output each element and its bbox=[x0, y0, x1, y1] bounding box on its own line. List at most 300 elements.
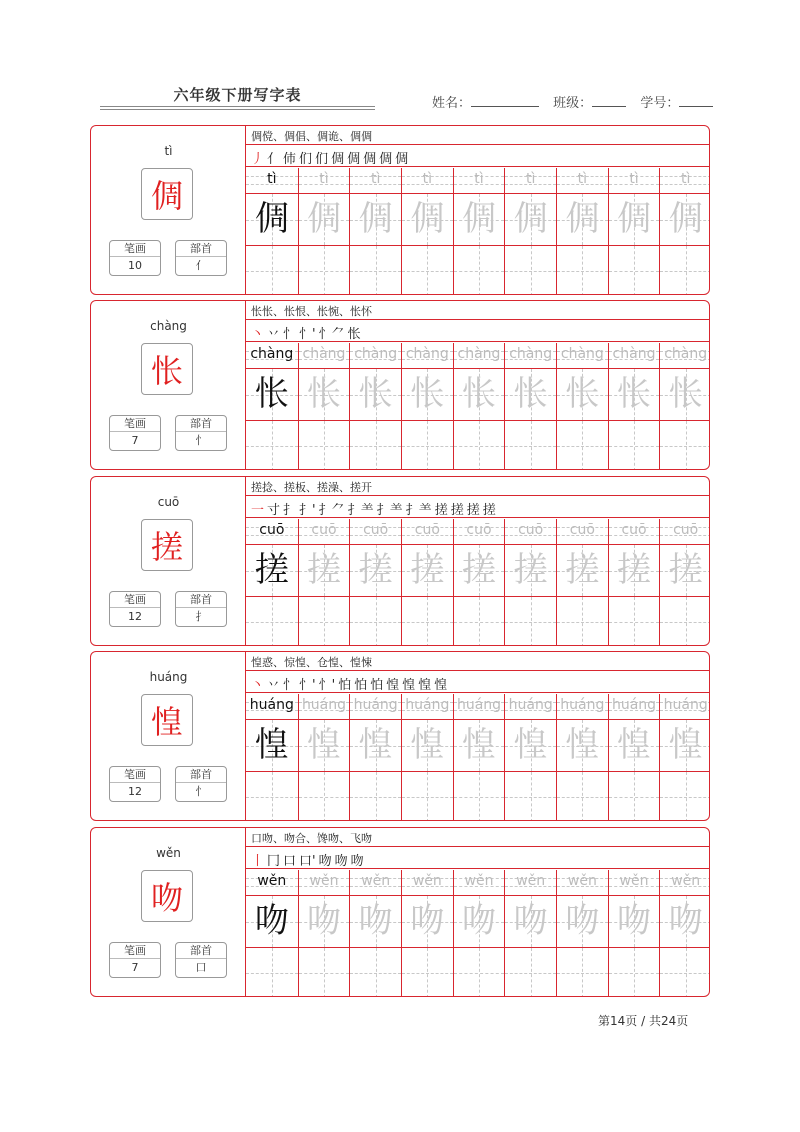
stroke-order-step: 丨 bbox=[251, 854, 265, 869]
stroke-order-step: 搓 bbox=[482, 503, 496, 518]
pinyin-cell[interactable] bbox=[557, 168, 608, 193]
writing-cell[interactable] bbox=[660, 895, 710, 947]
stroke-order-step: 怕 bbox=[338, 678, 352, 693]
character-info-panel bbox=[91, 652, 246, 820]
character-trace: 惶 bbox=[617, 725, 652, 765]
pinyin-cell[interactable] bbox=[350, 694, 401, 719]
stroke-order-step: 丷 bbox=[267, 678, 281, 693]
character-trace: 搓 bbox=[462, 550, 496, 590]
writing-cell[interactable] bbox=[609, 719, 660, 771]
blank-writing-cell[interactable] bbox=[454, 771, 505, 821]
stroke-count-label: 笔画 bbox=[110, 241, 160, 257]
writing-cell[interactable] bbox=[299, 193, 350, 245]
blank-writing-cell[interactable] bbox=[609, 947, 660, 997]
blank-writing-cell[interactable] bbox=[557, 596, 608, 646]
writing-cell[interactable] bbox=[402, 719, 453, 771]
writing-cell[interactable] bbox=[402, 895, 453, 947]
character-info-panel bbox=[91, 301, 246, 469]
radical-box bbox=[175, 591, 227, 627]
blank-writing-cell[interactable] bbox=[454, 245, 505, 295]
pinyin-cell[interactable] bbox=[609, 870, 660, 895]
character-trace: 吻 bbox=[668, 901, 703, 941]
stroke-order-step: 怕 bbox=[370, 678, 384, 693]
title-underline bbox=[100, 106, 375, 107]
writing-cell[interactable] bbox=[505, 895, 556, 947]
worksheet-header bbox=[0, 0, 800, 120]
blank-writing-cell[interactable] bbox=[350, 420, 401, 470]
character-pinyin: wěn bbox=[156, 846, 181, 860]
writing-cell[interactable] bbox=[609, 368, 660, 420]
character-trace: 惶 bbox=[358, 725, 393, 765]
pinyin-cell[interactable] bbox=[557, 519, 608, 544]
character-trace: 惶 bbox=[306, 725, 341, 765]
writing-cell[interactable] bbox=[557, 895, 608, 947]
class-label: 班级： bbox=[553, 96, 593, 111]
stroke-order-sequence bbox=[251, 674, 450, 693]
blank-writing-cell[interactable] bbox=[609, 245, 660, 295]
practice-grid bbox=[246, 870, 710, 997]
name-blank[interactable] bbox=[471, 94, 539, 107]
blank-writing-cell[interactable] bbox=[299, 596, 350, 646]
character-trace: 倜 bbox=[565, 199, 600, 239]
pinyin-trace: chàng bbox=[405, 346, 449, 362]
pinyin-trace: huáng bbox=[560, 697, 605, 713]
blank-writing-cell[interactable] bbox=[454, 596, 505, 646]
pinyin-cell[interactable] bbox=[609, 168, 660, 193]
writing-cell[interactable] bbox=[557, 368, 608, 420]
pinyin-cell[interactable] bbox=[505, 870, 556, 895]
character-trace: 怅 bbox=[668, 374, 703, 414]
pinyin-trace: chàng bbox=[560, 346, 604, 362]
pinyin-cell[interactable] bbox=[454, 519, 505, 544]
writing-cell[interactable] bbox=[350, 719, 401, 771]
writing-cell[interactable] bbox=[609, 193, 660, 245]
row-divider bbox=[246, 319, 709, 320]
pinyin-trace: tì bbox=[267, 171, 277, 187]
writing-cell[interactable] bbox=[246, 544, 298, 596]
stroke-count-box bbox=[109, 942, 161, 978]
blank-writing-cell[interactable] bbox=[402, 596, 453, 646]
pinyin-cell[interactable] bbox=[609, 694, 660, 719]
blank-writing-cell[interactable] bbox=[660, 420, 710, 470]
blank-writing-cell[interactable] bbox=[299, 771, 350, 821]
pinyin-cell[interactable] bbox=[350, 870, 401, 895]
pinyin-trace: wěn bbox=[309, 873, 339, 889]
writing-cell[interactable] bbox=[246, 193, 298, 245]
blank-writing-cell[interactable] bbox=[609, 420, 660, 470]
practice-column bbox=[349, 519, 401, 646]
writing-cell[interactable] bbox=[505, 368, 556, 420]
pinyin-cell[interactable] bbox=[350, 519, 401, 544]
writing-cell[interactable] bbox=[246, 368, 298, 420]
pinyin-trace: wěn bbox=[567, 873, 597, 889]
writing-cell[interactable] bbox=[660, 719, 710, 771]
practice-column bbox=[608, 694, 660, 821]
writing-cell[interactable] bbox=[402, 193, 453, 245]
stroke-order-sequence bbox=[251, 850, 367, 869]
example-words: 怅怅、怅恨、怅惋、怅怀 bbox=[251, 305, 372, 318]
stroke-order-step: 惶 bbox=[434, 678, 448, 693]
radical-label: 部首 bbox=[176, 943, 226, 959]
pinyin-cell[interactable] bbox=[299, 343, 350, 368]
practice-column bbox=[659, 519, 710, 646]
blank-writing-cell[interactable] bbox=[660, 596, 710, 646]
character-card bbox=[90, 827, 710, 997]
pinyin-cell[interactable] bbox=[660, 343, 710, 368]
writing-cell[interactable] bbox=[454, 368, 505, 420]
example-words: 搓捻、搓板、搓澡、搓开 bbox=[251, 481, 372, 494]
radical-box bbox=[175, 240, 227, 276]
title-underline-2 bbox=[100, 109, 375, 110]
stroke-order-step: 丷 bbox=[267, 327, 281, 342]
pinyin-cell[interactable] bbox=[246, 168, 298, 193]
writing-cell[interactable] bbox=[660, 368, 710, 420]
pinyin-trace: wěn bbox=[412, 873, 442, 889]
blank-writing-cell[interactable] bbox=[246, 245, 298, 295]
character-trace: 吻 bbox=[358, 901, 393, 941]
pinyin-cell[interactable] bbox=[557, 343, 608, 368]
pinyin-cell[interactable] bbox=[660, 694, 710, 719]
pinyin-trace: huáng bbox=[611, 697, 657, 713]
pinyin-cell[interactable] bbox=[609, 519, 660, 544]
stroke-order-step: 忄' bbox=[299, 327, 316, 342]
pinyin-cell[interactable] bbox=[609, 343, 660, 368]
character-trace: 倜 bbox=[462, 199, 496, 239]
blank-writing-cell[interactable] bbox=[557, 771, 608, 821]
row-divider bbox=[246, 341, 709, 342]
pinyin-cell[interactable] bbox=[660, 168, 710, 193]
character-trace: 怅 bbox=[513, 374, 548, 414]
stroke-count-box bbox=[109, 240, 161, 276]
student-id-blank[interactable] bbox=[679, 94, 713, 107]
character-trace: 怅 bbox=[462, 374, 496, 414]
blank-writing-cell[interactable] bbox=[454, 947, 505, 997]
pinyin-trace: cuō bbox=[569, 522, 595, 538]
pinyin-cell[interactable] bbox=[402, 343, 453, 368]
character-trace: 吻 bbox=[617, 901, 652, 941]
pinyin-trace: wěn bbox=[257, 873, 287, 889]
character-trace: 怅 bbox=[306, 374, 341, 414]
pinyin-cell[interactable] bbox=[402, 168, 453, 193]
stroke-order-step: 怕 bbox=[354, 678, 368, 693]
pinyin-trace: wěn bbox=[671, 873, 701, 889]
blank-writing-cell[interactable] bbox=[505, 245, 556, 295]
stroke-count-label: 笔画 bbox=[110, 943, 160, 959]
class-blank[interactable] bbox=[592, 94, 626, 107]
character-trace: 吻 bbox=[565, 901, 600, 941]
blank-writing-cell[interactable] bbox=[660, 771, 710, 821]
practice-column bbox=[298, 519, 350, 646]
writing-cell[interactable] bbox=[350, 895, 401, 947]
writing-cell[interactable] bbox=[557, 193, 608, 245]
pinyin-trace: huáng bbox=[249, 697, 294, 713]
character-trace: 怅 bbox=[617, 374, 652, 414]
practice-column bbox=[504, 168, 556, 295]
example-words: 惶惑、惊惶、仓惶、惶悚 bbox=[251, 656, 372, 669]
blank-writing-cell[interactable] bbox=[350, 771, 401, 821]
writing-cell[interactable] bbox=[609, 895, 660, 947]
blank-writing-cell[interactable] bbox=[557, 947, 608, 997]
character-trace: 吻 bbox=[306, 901, 341, 941]
practice-column bbox=[504, 519, 556, 646]
character-trace: 搓 bbox=[358, 550, 393, 590]
radical-label: 部首 bbox=[176, 592, 226, 608]
practice-column bbox=[246, 870, 298, 997]
writing-cell[interactable] bbox=[505, 719, 556, 771]
pinyin-cell[interactable] bbox=[299, 168, 350, 193]
writing-cell[interactable] bbox=[660, 544, 710, 596]
stroke-order-step: 们 bbox=[315, 152, 329, 167]
practice-column bbox=[453, 694, 505, 821]
blank-writing-cell[interactable] bbox=[660, 245, 710, 295]
pinyin-cell[interactable] bbox=[557, 870, 608, 895]
stroke-order-step: 倜 bbox=[363, 152, 377, 167]
pinyin-trace: tì bbox=[474, 171, 484, 187]
radical-label: 部首 bbox=[176, 241, 226, 257]
pinyin-trace: huáng bbox=[405, 697, 450, 713]
character-info-panel bbox=[91, 477, 246, 645]
character-trace: 吻 bbox=[513, 901, 548, 941]
blank-writing-cell[interactable] bbox=[402, 420, 453, 470]
writing-cell[interactable] bbox=[299, 895, 350, 947]
writing-cell[interactable] bbox=[350, 544, 401, 596]
practice-column bbox=[298, 694, 350, 821]
character-card bbox=[90, 651, 710, 821]
writing-cell[interactable] bbox=[454, 193, 505, 245]
stroke-order-step: 搓 bbox=[434, 503, 448, 518]
student-info-fields bbox=[432, 92, 713, 111]
character-trace: 惶 bbox=[668, 725, 703, 765]
stroke-order-step: 惶 bbox=[418, 678, 432, 693]
character-trace: 搓 bbox=[668, 550, 703, 590]
writing-cell[interactable] bbox=[505, 193, 556, 245]
blank-writing-cell[interactable] bbox=[246, 947, 298, 997]
writing-cell[interactable] bbox=[246, 895, 298, 947]
blank-writing-cell[interactable] bbox=[609, 771, 660, 821]
blank-writing-cell[interactable] bbox=[246, 596, 298, 646]
character-trace: 搓 bbox=[513, 550, 548, 590]
stroke-order-step: 吻 bbox=[334, 854, 348, 869]
character-trace: 倜 bbox=[668, 199, 703, 239]
pinyin-trace: huáng bbox=[301, 697, 347, 713]
character-trace: 倜 bbox=[410, 199, 445, 239]
blank-writing-cell[interactable] bbox=[299, 947, 350, 997]
blank-writing-cell[interactable] bbox=[350, 245, 401, 295]
pinyin-cell[interactable] bbox=[246, 343, 298, 368]
stroke-order-step: 扌⺷ bbox=[405, 503, 432, 518]
pinyin-cell[interactable] bbox=[299, 694, 350, 719]
pinyin-trace: tì bbox=[319, 171, 329, 187]
row-divider bbox=[246, 166, 709, 167]
practice-grid bbox=[246, 168, 710, 295]
writing-cell[interactable] bbox=[402, 368, 453, 420]
blank-writing-cell[interactable] bbox=[505, 771, 556, 821]
writing-cell[interactable] bbox=[557, 719, 608, 771]
pinyin-cell[interactable] bbox=[350, 343, 401, 368]
pinyin-cell[interactable] bbox=[246, 694, 298, 719]
practice-column bbox=[556, 168, 608, 295]
practice-column bbox=[246, 343, 298, 470]
pinyin-cell[interactable] bbox=[660, 519, 710, 544]
stroke-order-step: 口 bbox=[283, 854, 297, 869]
blank-writing-cell[interactable] bbox=[299, 420, 350, 470]
row-divider bbox=[246, 692, 709, 693]
writing-cell[interactable] bbox=[660, 193, 710, 245]
stroke-order-step: 口' bbox=[299, 854, 316, 869]
row-divider bbox=[246, 846, 709, 847]
writing-cell[interactable] bbox=[350, 193, 401, 245]
student-id-label: 学号： bbox=[640, 96, 680, 111]
blank-writing-cell[interactable] bbox=[350, 596, 401, 646]
writing-cell[interactable] bbox=[557, 544, 608, 596]
pinyin-cell[interactable] bbox=[454, 343, 505, 368]
pinyin-cell[interactable] bbox=[402, 870, 453, 895]
character-trace: 搓 bbox=[617, 550, 652, 590]
pinyin-cell[interactable] bbox=[454, 694, 505, 719]
pinyin-cell[interactable] bbox=[350, 168, 401, 193]
row-divider bbox=[246, 517, 709, 518]
stroke-count-value: 7 bbox=[131, 434, 139, 447]
writing-cell[interactable] bbox=[299, 719, 350, 771]
blank-writing-cell[interactable] bbox=[246, 771, 298, 821]
character-trace: 倜 bbox=[358, 199, 393, 239]
practice-column bbox=[608, 168, 660, 295]
stroke-order-step: 忄' bbox=[299, 678, 316, 693]
practice-column bbox=[246, 694, 298, 821]
pinyin-cell[interactable] bbox=[299, 519, 350, 544]
blank-writing-cell[interactable] bbox=[402, 245, 453, 295]
radical-value: 亻 bbox=[195, 259, 207, 272]
writing-cell[interactable] bbox=[454, 544, 505, 596]
writing-cell[interactable] bbox=[246, 719, 298, 771]
practice-column bbox=[608, 519, 660, 646]
practice-grid bbox=[246, 519, 710, 646]
blank-writing-cell[interactable] bbox=[505, 596, 556, 646]
practice-column bbox=[504, 694, 556, 821]
practice-column bbox=[453, 870, 505, 997]
pinyin-trace: tì bbox=[422, 171, 433, 187]
pinyin-cell[interactable] bbox=[505, 343, 556, 368]
radical-box bbox=[175, 942, 227, 978]
page-number: 第14页 / 共24页 bbox=[598, 1014, 689, 1028]
pinyin-cell[interactable] bbox=[660, 870, 710, 895]
blank-writing-cell[interactable] bbox=[299, 245, 350, 295]
pinyin-cell[interactable] bbox=[505, 694, 556, 719]
character-card bbox=[90, 125, 710, 295]
pinyin-trace: cuō bbox=[363, 522, 389, 538]
blank-writing-cell[interactable] bbox=[402, 771, 453, 821]
practice-column bbox=[246, 519, 298, 646]
practice-column bbox=[659, 343, 710, 470]
stroke-order-step: 倜 bbox=[379, 152, 393, 167]
practice-column bbox=[298, 870, 350, 997]
pinyin-cell[interactable] bbox=[454, 870, 505, 895]
blank-writing-cell[interactable] bbox=[505, 947, 556, 997]
stroke-order-step: 怅 bbox=[347, 327, 361, 342]
blank-writing-cell[interactable] bbox=[557, 420, 608, 470]
writing-cell[interactable] bbox=[454, 895, 505, 947]
stroke-order-step: 搓 bbox=[450, 503, 464, 518]
pinyin-trace: wěn bbox=[619, 873, 649, 889]
pinyin-trace: tì bbox=[629, 171, 639, 187]
writing-cell[interactable] bbox=[299, 368, 350, 420]
blank-writing-cell[interactable] bbox=[557, 245, 608, 295]
practice-column bbox=[556, 870, 608, 997]
pinyin-cell[interactable] bbox=[505, 168, 556, 193]
pinyin-trace: huáng bbox=[456, 697, 502, 713]
pinyin-trace: chàng bbox=[457, 346, 501, 362]
pinyin-cell[interactable] bbox=[557, 694, 608, 719]
pinyin-trace: cuō bbox=[621, 522, 647, 538]
blank-writing-cell[interactable] bbox=[609, 596, 660, 646]
pinyin-cell[interactable] bbox=[246, 519, 298, 544]
radical-value: 忄 bbox=[195, 785, 207, 798]
stroke-order-step: 吻 bbox=[318, 854, 332, 869]
blank-writing-cell[interactable] bbox=[350, 947, 401, 997]
pinyin-cell[interactable] bbox=[299, 870, 350, 895]
character-trace: 倜 bbox=[254, 199, 289, 239]
pinyin-trace: tì bbox=[370, 171, 381, 187]
pinyin-cell[interactable] bbox=[246, 870, 298, 895]
stroke-order-step: 扌⺷ bbox=[376, 503, 403, 518]
writing-cell[interactable] bbox=[505, 544, 556, 596]
radical-label: 部首 bbox=[176, 416, 226, 432]
writing-cell[interactable] bbox=[350, 368, 401, 420]
writing-cell[interactable] bbox=[402, 544, 453, 596]
writing-cell[interactable] bbox=[454, 719, 505, 771]
pinyin-trace: huáng bbox=[663, 697, 708, 713]
pinyin-cell[interactable] bbox=[505, 519, 556, 544]
character-pinyin: chàng bbox=[150, 319, 187, 333]
character-trace: 搓 bbox=[306, 550, 341, 590]
writing-cell[interactable] bbox=[609, 544, 660, 596]
radical-value: 忄 bbox=[195, 434, 207, 447]
practice-column bbox=[608, 870, 660, 997]
practice-column bbox=[504, 343, 556, 470]
blank-writing-cell[interactable] bbox=[660, 947, 710, 997]
blank-writing-cell[interactable] bbox=[454, 420, 505, 470]
practice-column bbox=[401, 343, 453, 470]
blank-writing-cell[interactable] bbox=[505, 420, 556, 470]
pinyin-trace: huáng bbox=[353, 697, 398, 713]
character-trace: 怅 bbox=[358, 374, 393, 414]
row-divider bbox=[246, 868, 709, 869]
pinyin-cell[interactable] bbox=[402, 519, 453, 544]
pinyin-trace: wěn bbox=[464, 873, 494, 889]
character-trace: 搓 bbox=[254, 550, 289, 590]
stroke-order-step: 倜 bbox=[395, 152, 409, 167]
pinyin-cell[interactable] bbox=[454, 168, 505, 193]
pinyin-trace: cuō bbox=[259, 522, 285, 538]
page-title: 六年级下册写字表 bbox=[173, 86, 302, 104]
stroke-order-step: 忄 bbox=[283, 678, 297, 693]
character-trace: 吻 bbox=[462, 901, 496, 941]
writing-cell[interactable] bbox=[299, 544, 350, 596]
blank-writing-cell[interactable] bbox=[246, 420, 298, 470]
stroke-order-step: 忄⺈ bbox=[318, 327, 345, 342]
stroke-count-value: 7 bbox=[131, 961, 139, 974]
blank-writing-cell[interactable] bbox=[402, 947, 453, 997]
character-trace: 搓 bbox=[565, 550, 600, 590]
character-card bbox=[90, 476, 710, 646]
stroke-count-value: 12 bbox=[128, 610, 142, 623]
character-info-panel bbox=[91, 828, 246, 996]
pinyin-cell[interactable] bbox=[402, 694, 453, 719]
radical-label: 部首 bbox=[176, 767, 226, 783]
radical-box bbox=[175, 766, 227, 802]
stroke-count-value: 12 bbox=[128, 785, 142, 798]
stroke-order-step: 扌⺷ bbox=[347, 503, 374, 518]
